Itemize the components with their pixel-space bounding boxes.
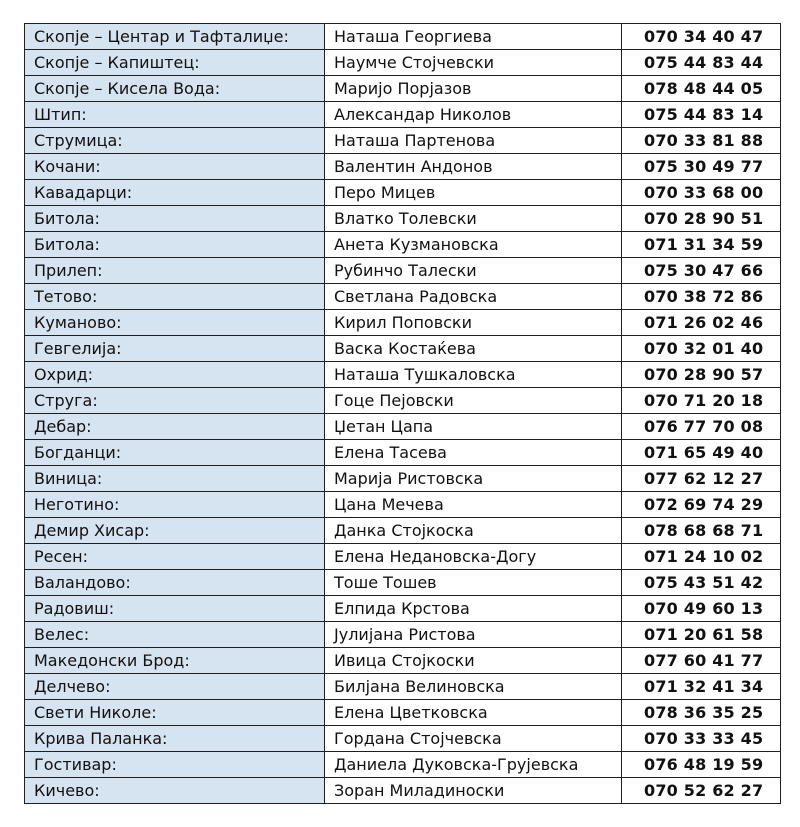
city-cell: Велес: [25,622,325,648]
city-cell: Скопје – Капиштец: [25,50,325,76]
phone-cell: 077 60 41 77 [622,648,781,674]
city-cell: Валандово: [25,570,325,596]
table-row [25,700,781,726]
city-cell: Дебар: [25,414,325,440]
phone-cell: 071 65 49 40 [622,440,781,466]
city-cell: Охрид: [25,362,325,388]
name-cell: Наташа Тушкаловска [325,362,622,388]
table-row [25,102,781,128]
name-cell: Наташа Георгиева [325,24,622,50]
name-cell: Даниела Дуковска-Грујевска [325,752,622,778]
table-row [25,778,781,804]
city-cell: Ресен: [25,544,325,570]
phone-cell: 070 34 40 47 [622,24,781,50]
phone-cell: 070 38 72 86 [622,284,781,310]
name-cell: Џетан Цапа [325,414,622,440]
phone-cell: 078 68 68 71 [622,518,781,544]
city-cell: Прилеп: [25,258,325,284]
contacts-table-body [25,24,781,804]
phone-cell: 071 24 10 02 [622,544,781,570]
name-cell: Тоше Тошев [325,570,622,596]
table-row [25,648,781,674]
phone-cell: 075 44 83 44 [622,50,781,76]
name-cell: Елена Недановска-Догу [325,544,622,570]
name-cell: Рубинчо Талески [325,258,622,284]
table-row [25,544,781,570]
name-cell: Цана Мечева [325,492,622,518]
table-row [25,388,781,414]
name-cell: Ивица Стојкоски [325,648,622,674]
city-cell: Богданци: [25,440,325,466]
city-cell: Македонски Брод: [25,648,325,674]
table-row [25,414,781,440]
name-cell: Перо Мицев [325,180,622,206]
phone-cell: 070 28 90 51 [622,206,781,232]
table-row [25,570,781,596]
name-cell: Светлана Радовска [325,284,622,310]
city-cell: Кичево: [25,778,325,804]
city-cell: Кавадарци: [25,180,325,206]
name-cell: Зоран Миладиноски [325,778,622,804]
city-cell: Неготино: [25,492,325,518]
contacts-table [24,23,781,804]
phone-cell: 077 62 12 27 [622,466,781,492]
table-row [25,232,781,258]
phone-cell: 075 44 83 14 [622,102,781,128]
name-cell: Јулијана Ристова [325,622,622,648]
table-row [25,50,781,76]
name-cell: Гордана Стојчевска [325,726,622,752]
phone-cell: 075 43 51 42 [622,570,781,596]
city-cell: Радовиш: [25,596,325,622]
name-cell: Влатко Толевски [325,206,622,232]
city-cell: Свети Николе: [25,700,325,726]
city-cell: Кочани: [25,154,325,180]
phone-cell: 070 52 62 27 [622,778,781,804]
name-cell: Александар Николов [325,102,622,128]
table-row [25,206,781,232]
name-cell: Гоце Пејовски [325,388,622,414]
table-row [25,76,781,102]
name-cell: Марија Ристовска [325,466,622,492]
name-cell: Билјана Велиновска [325,674,622,700]
name-cell: Васка Костаќева [325,336,622,362]
name-cell: Елпида Крстова [325,596,622,622]
name-cell: Кирил Поповски [325,310,622,336]
city-cell: Струга: [25,388,325,414]
name-cell: Данка Стојкоска [325,518,622,544]
table-row [25,466,781,492]
phone-cell: 070 28 90 57 [622,362,781,388]
phone-cell: 071 32 41 34 [622,674,781,700]
city-cell: Скопје – Кисела Вода: [25,76,325,102]
phone-cell: 071 31 34 59 [622,232,781,258]
phone-cell: 078 36 35 25 [622,700,781,726]
phone-cell: 070 32 01 40 [622,336,781,362]
city-cell: Битола: [25,206,325,232]
table-row [25,440,781,466]
name-cell: Анета Кузмановска [325,232,622,258]
table-row [25,24,781,50]
table-row [25,258,781,284]
city-cell: Скопје – Центар и Тафталиџе: [25,24,325,50]
city-cell: Виница: [25,466,325,492]
name-cell: Наумче Стојчевски [325,50,622,76]
table-row [25,336,781,362]
phone-cell: 075 30 47 66 [622,258,781,284]
phone-cell: 071 26 02 46 [622,310,781,336]
table-row [25,752,781,778]
city-cell: Гостивар: [25,752,325,778]
city-cell: Тетово: [25,284,325,310]
city-cell: Гевгелија: [25,336,325,362]
phone-cell: 075 30 49 77 [622,154,781,180]
phone-cell: 070 71 20 18 [622,388,781,414]
city-cell: Демир Хисар: [25,518,325,544]
name-cell: Наташа Партенова [325,128,622,154]
name-cell: Маријо Порјазов [325,76,622,102]
city-cell: Штип: [25,102,325,128]
table-row [25,492,781,518]
table-row [25,310,781,336]
phone-cell: 071 20 61 58 [622,622,781,648]
city-cell: Делчево: [25,674,325,700]
table-row [25,622,781,648]
city-cell: Куманово: [25,310,325,336]
phone-cell: 070 33 33 45 [622,726,781,752]
table-row [25,674,781,700]
city-cell: Струмица: [25,128,325,154]
table-row [25,596,781,622]
table-row [25,362,781,388]
phone-cell: 076 77 70 08 [622,414,781,440]
table-row [25,180,781,206]
city-cell: Битола: [25,232,325,258]
table-row [25,128,781,154]
table-row [25,154,781,180]
name-cell: Елена Цветковска [325,700,622,726]
phone-cell: 072 69 74 29 [622,492,781,518]
table-row [25,726,781,752]
phone-cell: 076 48 19 59 [622,752,781,778]
phone-cell: 078 48 44 05 [622,76,781,102]
name-cell: Валентин Андонов [325,154,622,180]
name-cell: Елена Тасева [325,440,622,466]
phone-cell: 070 33 81 88 [622,128,781,154]
phone-cell: 070 33 68 00 [622,180,781,206]
phone-cell: 070 49 60 13 [622,596,781,622]
city-cell: Крива Паланка: [25,726,325,752]
table-row [25,284,781,310]
table-row [25,518,781,544]
